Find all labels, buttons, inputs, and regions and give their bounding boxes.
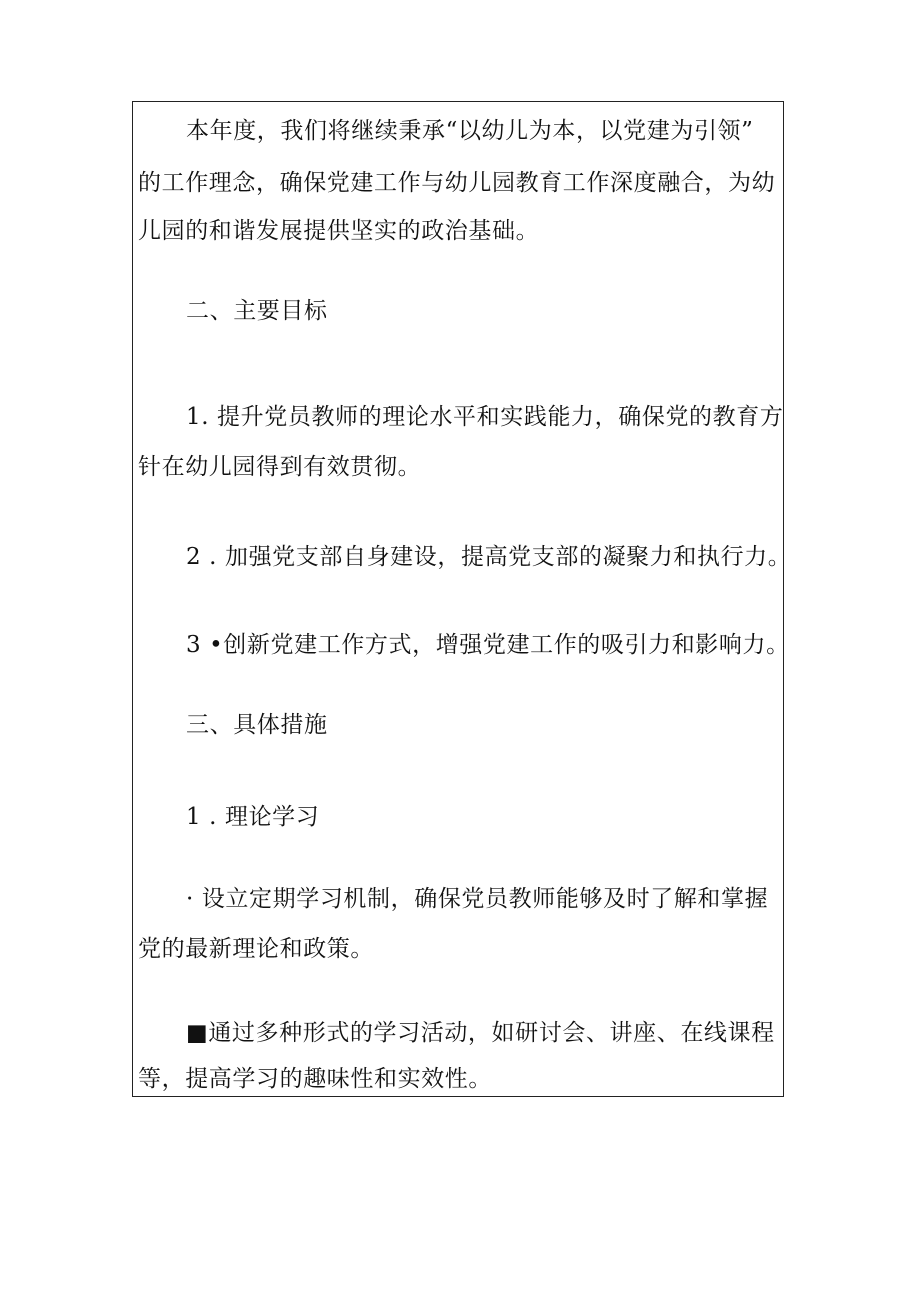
goal-1-line-1: 1. 提升党员教师的理论水平和实践能力，确保党的教育方 [186,404,784,430]
measure-1-item-1-line-2: 党的最新理论和政策。 [138,936,374,962]
intro-paragraph-line-1: 本年度，我们将继续秉承“以幼儿为本，以党建为引领” [186,118,754,144]
measure-1-item-2-line-1: ■通过多种形式的学习活动，如研讨会、讲座、在线课程 [186,1020,775,1046]
measure-1-item-1-line-1: · 设立定期学习机制，确保党员教师能够及时了解和掌握 [186,886,769,912]
section-heading-goals: 二、主要目标 [186,298,328,324]
document-frame [132,101,792,1097]
measure-1-item-2-line-2: 等，提高学习的趣味性和实效性。 [138,1066,492,1092]
goal-1-line-2: 针在幼儿园得到有效贯彻。 [138,454,422,480]
goal-3: 3 •创新党建工作方式，增强党建工作的吸引力和影响力。 [186,632,790,658]
intro-paragraph-line-3: 儿园的和谐发展提供坚实的政治基础。 [138,218,540,244]
measure-1-heading: 1 . 理论学习 [186,804,320,830]
section-heading-measures: 三、具体措施 [186,712,328,738]
goal-2: 2 . 加强党支部自身建设，提高党支部的凝聚力和执行力。 [186,544,792,570]
intro-paragraph-line-2: 的工作理念，确保党建工作与幼儿园教育工作深度融合，为幼 [138,170,776,196]
